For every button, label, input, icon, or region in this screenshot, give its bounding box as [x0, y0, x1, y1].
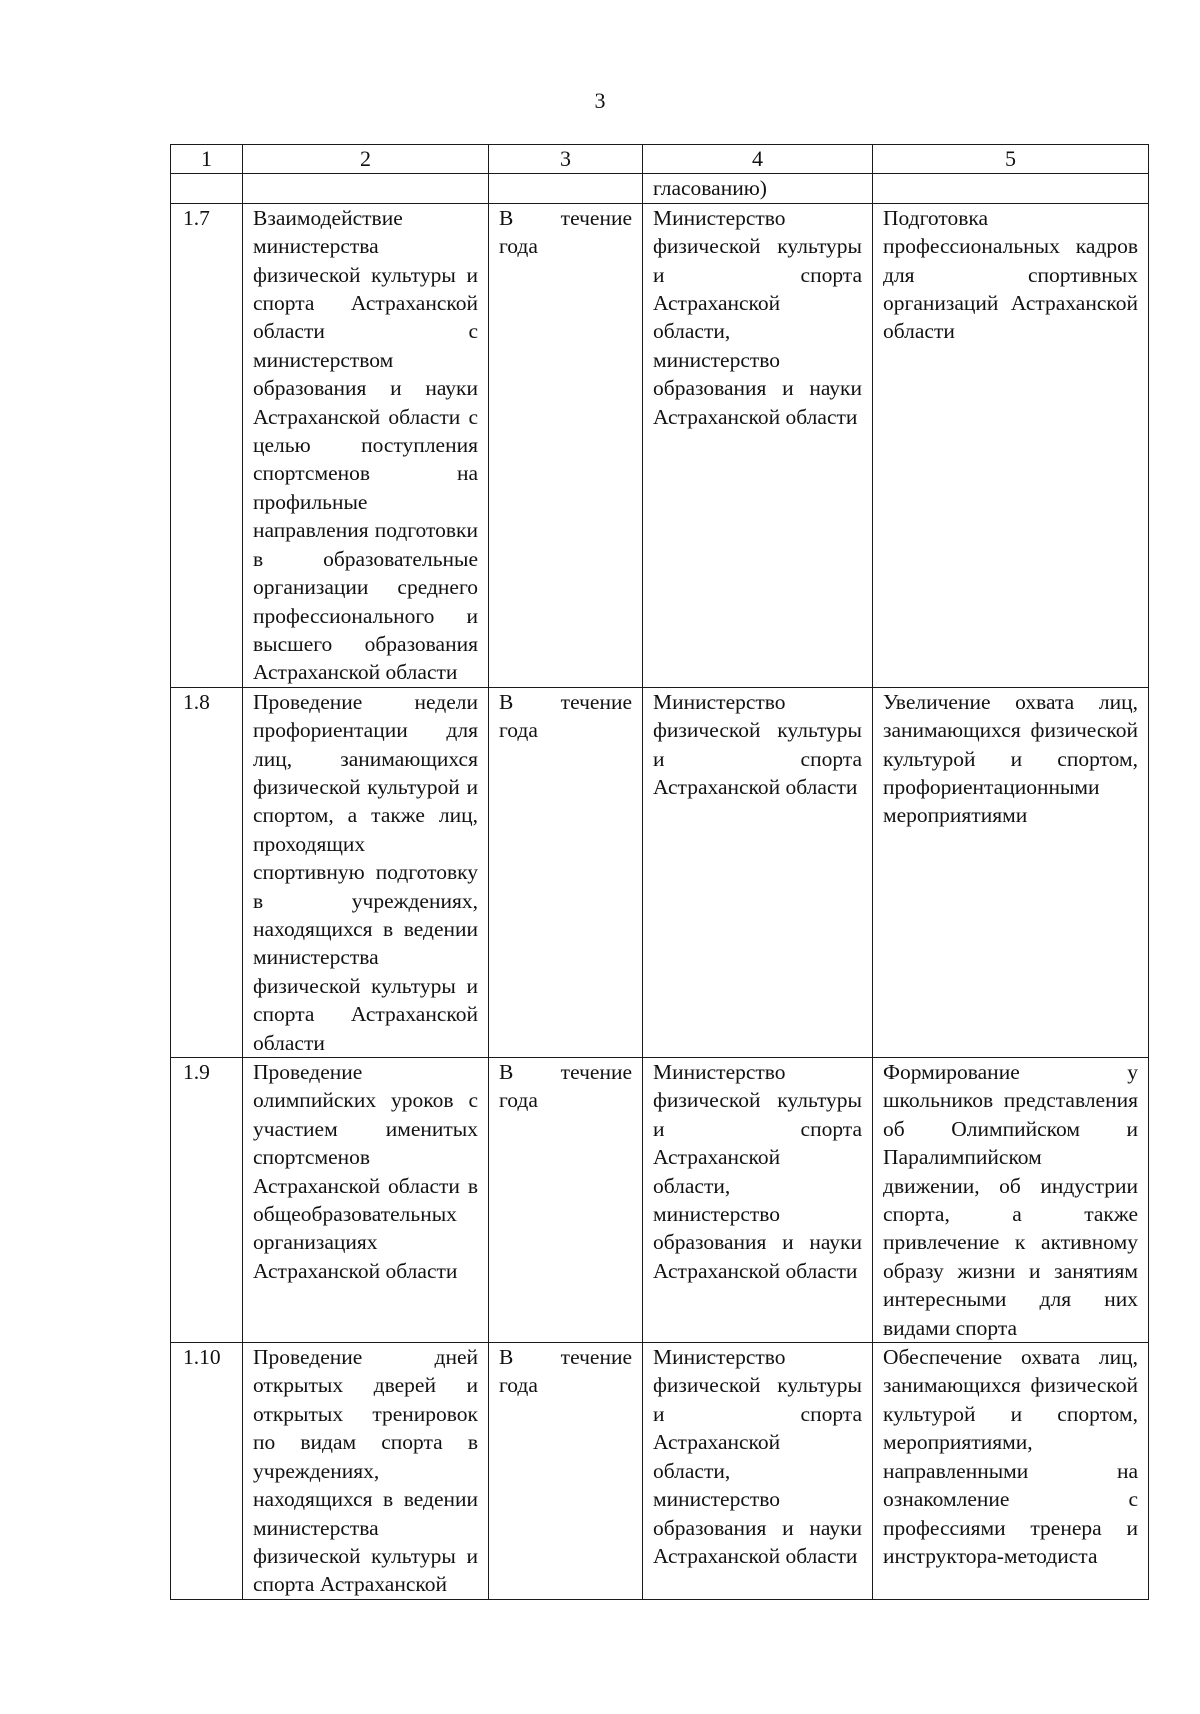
cell-term: В течение года: [489, 203, 643, 687]
cell-result: Увеличение охвата лиц, занимающихся физической культурой и спортом, профориентационными мероприятиями: [873, 687, 1149, 1057]
column-number: 5: [873, 145, 1149, 174]
cell-term: В течение года: [489, 687, 643, 1057]
column-number: 4: [643, 145, 873, 174]
cell-event: Взаимодействие министерства физической культуры и спорта Астраханской области с министерством образования и науки Астраханской области с целью поступления спортсменов на профильные направления подготовки в образовательные организации среднего профессионального и высшего образования Астраханской области: [243, 203, 489, 687]
cell-term: [489, 174, 643, 203]
cell-event: [243, 174, 489, 203]
cell-num: [171, 174, 243, 203]
cell-result: Обеспечение охвата лиц, занимающихся физической культурой и спортом, мероприятиями, направленными на ознакомление с профессиями тренера и инструктора-методиста: [873, 1343, 1149, 1600]
cell-result: [873, 174, 1149, 203]
cell-term: В течение года: [489, 1058, 643, 1343]
cell-executor: Министерство физической культуры и спорта Астраханской области, министерство образования и науки Астраханской области: [643, 1343, 873, 1600]
cell-executor: Министерство физической культуры и спорта Астраханской области, министерство образования и науки Астраханской области: [643, 1058, 873, 1343]
cell-event: Проведение олимпийских уроков с участием именитых спортсменов Астраханской области в общеобразовательных организациях Астраханской области: [243, 1058, 489, 1343]
cell-event: Проведение дней открытых дверей и открытых тренировок по видам спорта в учреждениях, находящихся в ведении министерства физической культуры и спорта Астраханской: [243, 1343, 489, 1600]
cell-executor: Министерство физической культуры и спорта Астраханской области, министерство образования и науки Астраханской области: [643, 203, 873, 687]
continuation-row: [171, 174, 1149, 203]
table-row: [171, 687, 1149, 1057]
column-number-row: [171, 145, 1149, 174]
cell-num: 1.10: [171, 1343, 243, 1600]
cell-executor: гласованию): [643, 174, 873, 203]
table-row: [171, 203, 1149, 687]
cell-result: Формирование у школьников представления об Олимпийском и Паралимпийском движении, об индустрии спорта, а также привлечение к активному образу жизни и занятиям интересными для них видами спорта: [873, 1058, 1149, 1343]
cell-result: Подготовка профессиональных кадров для спортивных организаций Астраханской области: [873, 203, 1149, 687]
column-number: 2: [243, 145, 489, 174]
cell-executor: Министерство физической культуры и спорта Астраханской области: [643, 687, 873, 1057]
column-number: 1: [171, 145, 243, 174]
cell-num: 1.7: [171, 203, 243, 687]
page-number: 3: [594, 88, 606, 113]
table-row: [171, 1343, 1149, 1600]
column-number: 3: [489, 145, 643, 174]
cell-num: 1.8: [171, 687, 243, 1057]
plan-table: [170, 144, 1149, 1600]
table-row: [171, 1058, 1149, 1343]
cell-term: В течение года: [489, 1343, 643, 1600]
cell-event: Проведение недели профориентации для лиц, занимающихся физической культурой и спортом, а также лиц, проходящих спортивную подготовку в учреждениях, находящихся в ведении министерства физической культуры и спорта Астраханской области: [243, 687, 489, 1057]
cell-num: 1.9: [171, 1058, 243, 1343]
